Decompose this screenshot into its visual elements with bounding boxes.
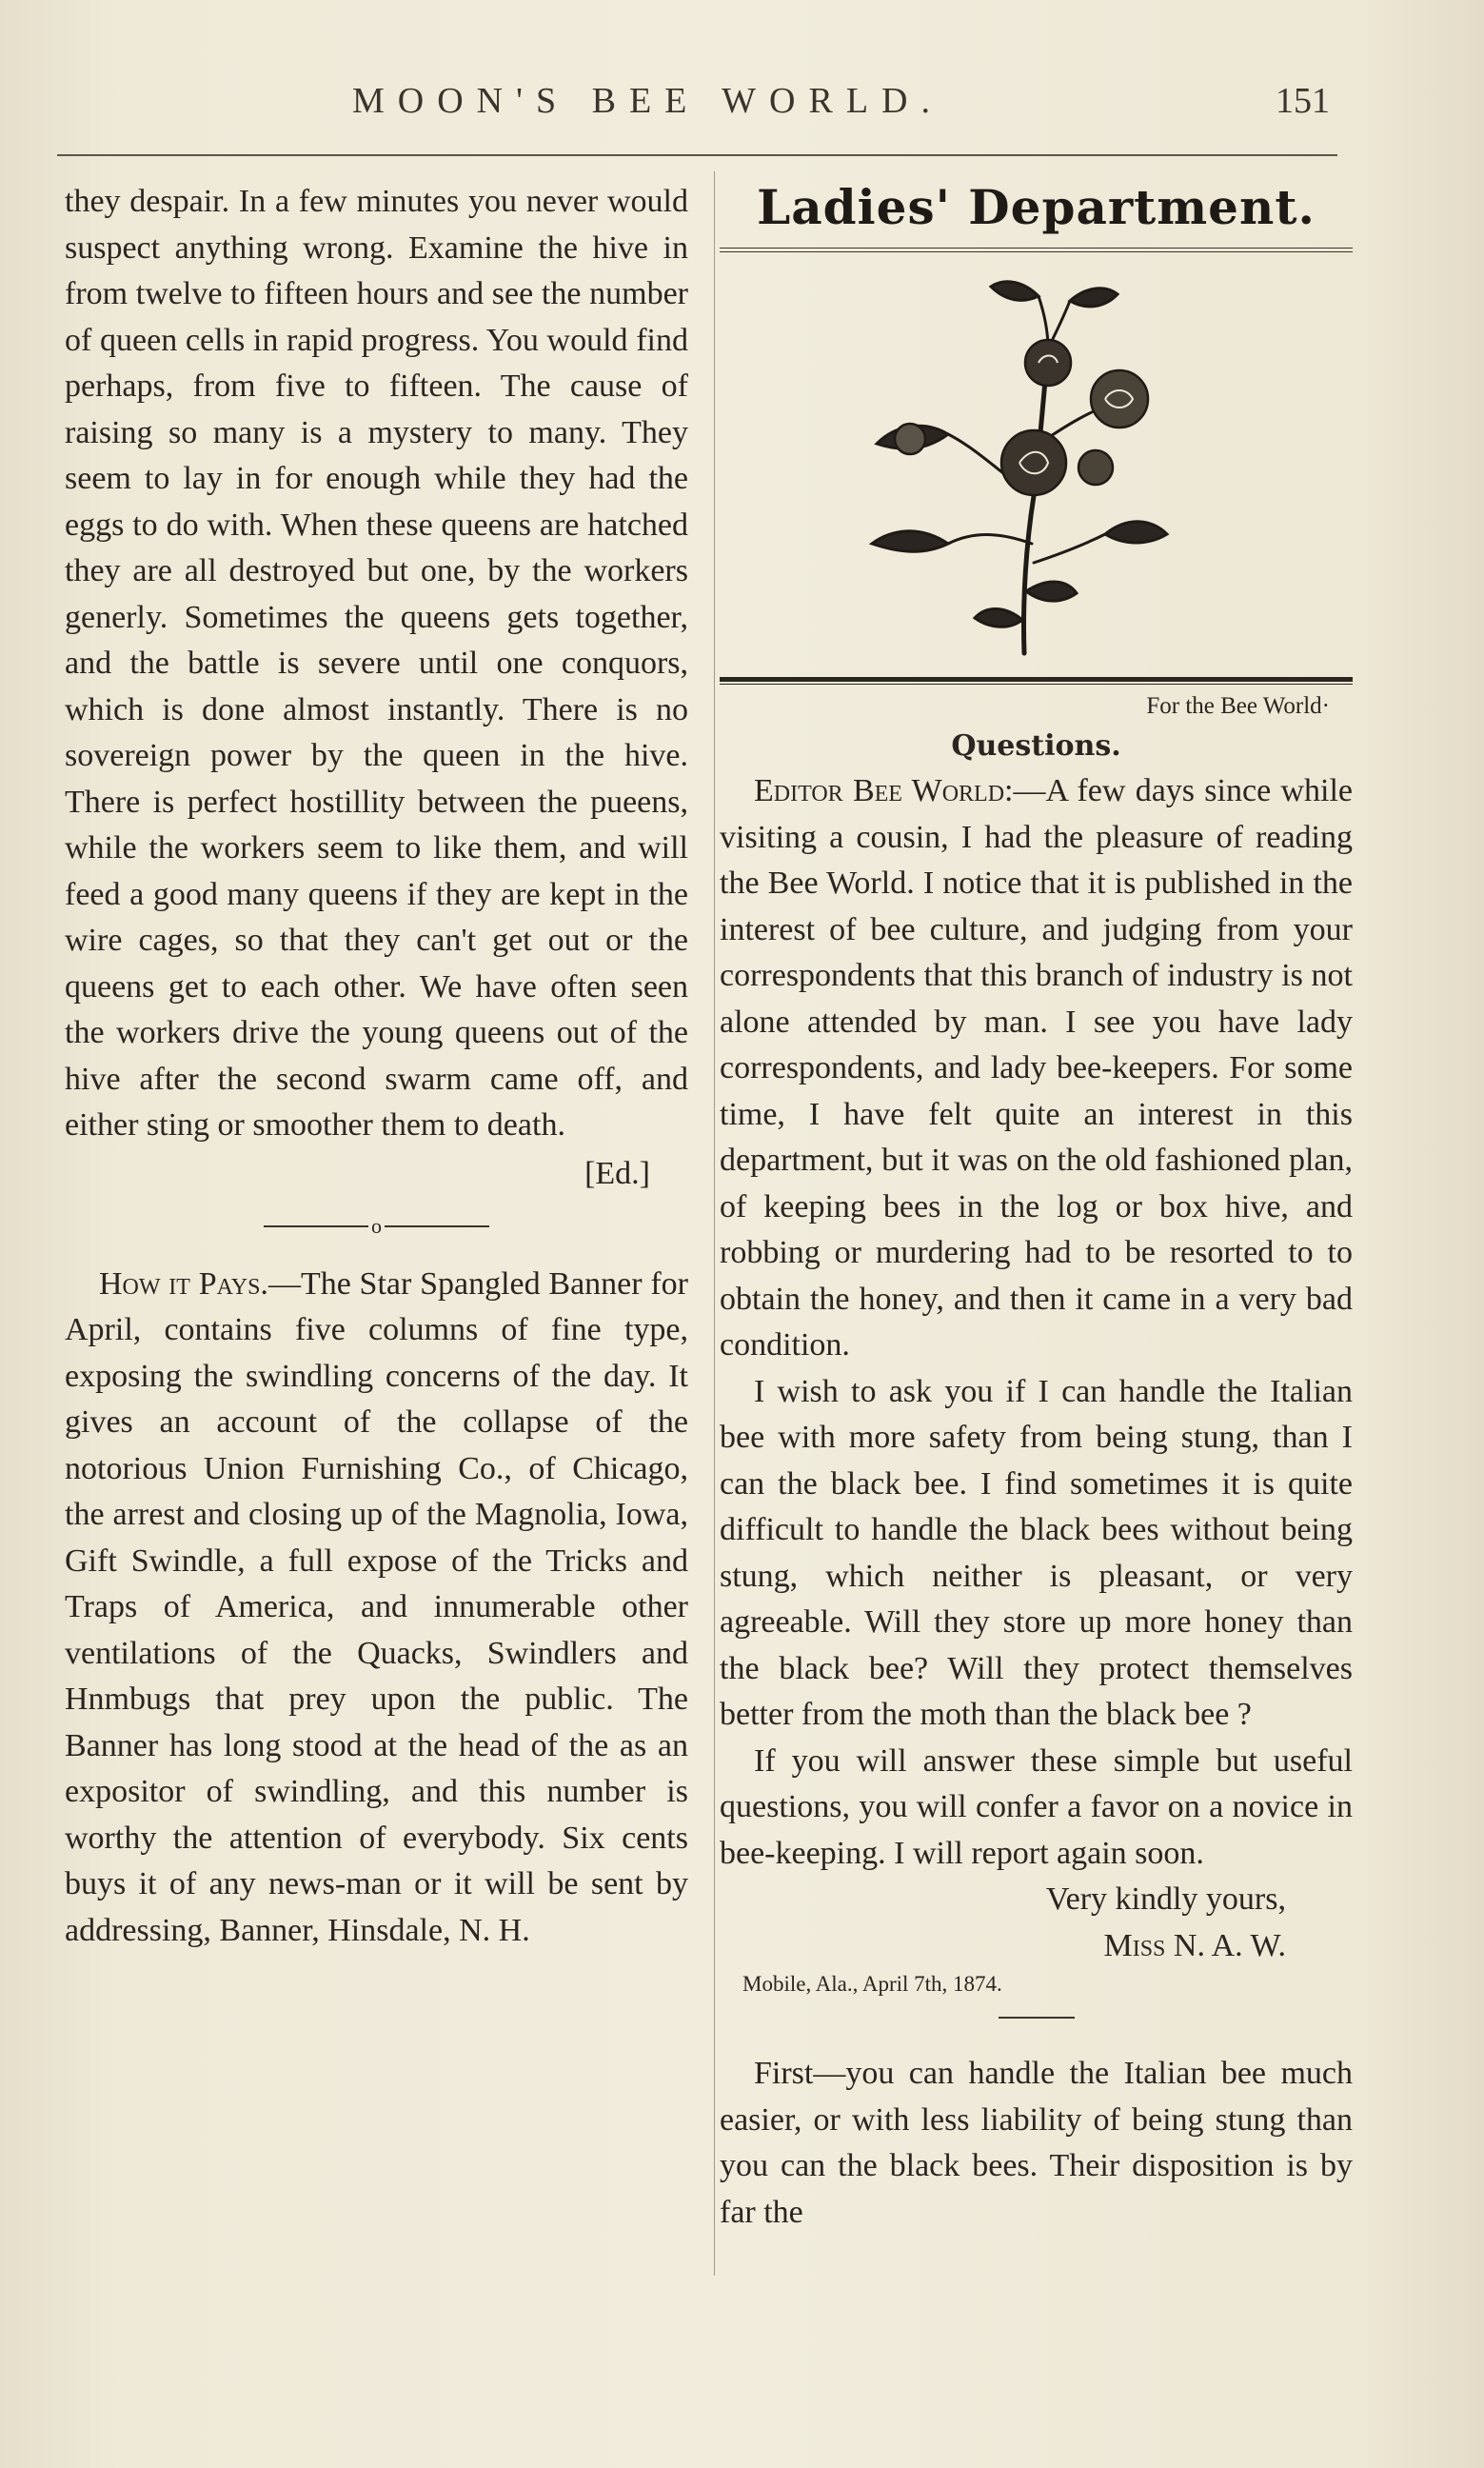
letter-paragraph-2: I wish to ask you if I can handle the Italian bee with more safety from being stung, than I can the black bee. I find sometimes it is quite difficult to handle the black bees without being stung, which neither is pleasant, or very agreeable. Will they store up more honey than the black bee? Will they protect themselves better from the moth than the black bee ? — [720, 1373, 1353, 1732]
column-rule — [714, 171, 715, 2276]
divider-mark: o — [371, 1213, 382, 1238]
left-column — [65, 179, 688, 1954]
flower-illustration — [720, 258, 1353, 677]
department-title: Ladies' Department. — [757, 179, 1316, 235]
letter-closing: Very kindly yours, — [1045, 1881, 1286, 1917]
editor-mark: [Ed.] — [584, 1155, 650, 1191]
illustration-rule — [720, 677, 1353, 685]
letter-paragraph-1 — [720, 768, 1353, 1369]
how-it-pays-paragraph — [65, 1262, 688, 1955]
running-head — [0, 80, 1484, 128]
how-it-pays-heading: How it Pays. — [99, 1265, 268, 1302]
rose-engraving-icon — [720, 258, 1353, 677]
header-rule — [57, 154, 1337, 156]
for-the-bee-world-line: For the Bee World· — [1146, 693, 1330, 719]
letter-dateline: Mobile, Ala., April 7th, 1874. — [742, 1972, 1002, 1996]
queen-rearing-paragraph: they despair. In a few minutes you never would suspect anything wrong. Examine the hive in from twelve to fifteen hours and see the number of queen cells in rapid progress. You would find perhaps, from five to fifteen. The cause of raising so many is a mystery to many. They seem to lay in for enough while they had the eggs to do with. When these queens are hatched they are all destroyed but one, by the workers generly. Sometimes the queens gets together, and the battle is severe until one conquors, which is done almost instantly. There is no sovereign power by the queen in the hive. There is perfect hostillity between the pueens, while the workers seem to like them, and will feed a good many queens if they are kept in the wire cages, so that they can't get out or the queens get to each other. We have often seen the workers drive the young queens out of the hive after the second swarm came off, and either sting or smoother them to death. — [65, 184, 688, 1143]
letter-paragraph-3: If you will answer these simple but useful questions, you will confer a favor on a novice in bee-keeping. I will report again soon. — [720, 1742, 1353, 1871]
letter-paragraph-1-body: —A few days since while visiting a cousin, I had the pleasure of reading the Bee World. I notice that it is published in the interest of bee culture, and judging from your correspondents that this branch of industry is not alone attended by man. I see you have lady correspondents, and lady bee-keepers. For some time, I have felt quite an interest in this department, but it was on the old fashioned plan, of keeping bees in the log or box hive, and robbing or murdering had to be resorted to to obtain the honey, and then it came in a very bad condition. — [720, 773, 1353, 1363]
how-it-pays-body: —The Star Spangled Banner for April, contains five columns of fine type, exposing the swindling concerns of the day. It gives an account of the collapse of the notorious Union Furnishing Co., of Chicago, the arrest and closing up of the Magnolia, Iowa, Gift Swindle, a full expose of the Tricks and Traps of America, and innumerable other ventilations of the Quacks, Swindlers and Hnmbugs that prey upon the public. The Banner has long stood at the head of the as an expositor of swindling, and this number is worthy the attention of everybody. Six cents buys it of any news-man or it will be sent by addressing, Banner, Hinsdale, N. H. — [65, 1265, 688, 1948]
letter-signature: Miss N. A. W. — [1103, 1927, 1286, 1963]
right-column — [720, 177, 1353, 2236]
page-number: 151 — [1276, 81, 1330, 121]
editor-reply: First—you can handle the Italian bee much easier, or with less liability of being stung than you can the black bees. Their disposition is by far the — [720, 2056, 1353, 2230]
letter-salutation: Editor Bee World: — [754, 773, 1014, 808]
reply-rule — [999, 2017, 1075, 2019]
section-divider — [65, 1210, 688, 1241]
running-title: MOON'S BEE WORLD. — [352, 81, 943, 121]
questions-heading: Questions. — [951, 729, 1121, 763]
title-rule — [720, 248, 1353, 252]
